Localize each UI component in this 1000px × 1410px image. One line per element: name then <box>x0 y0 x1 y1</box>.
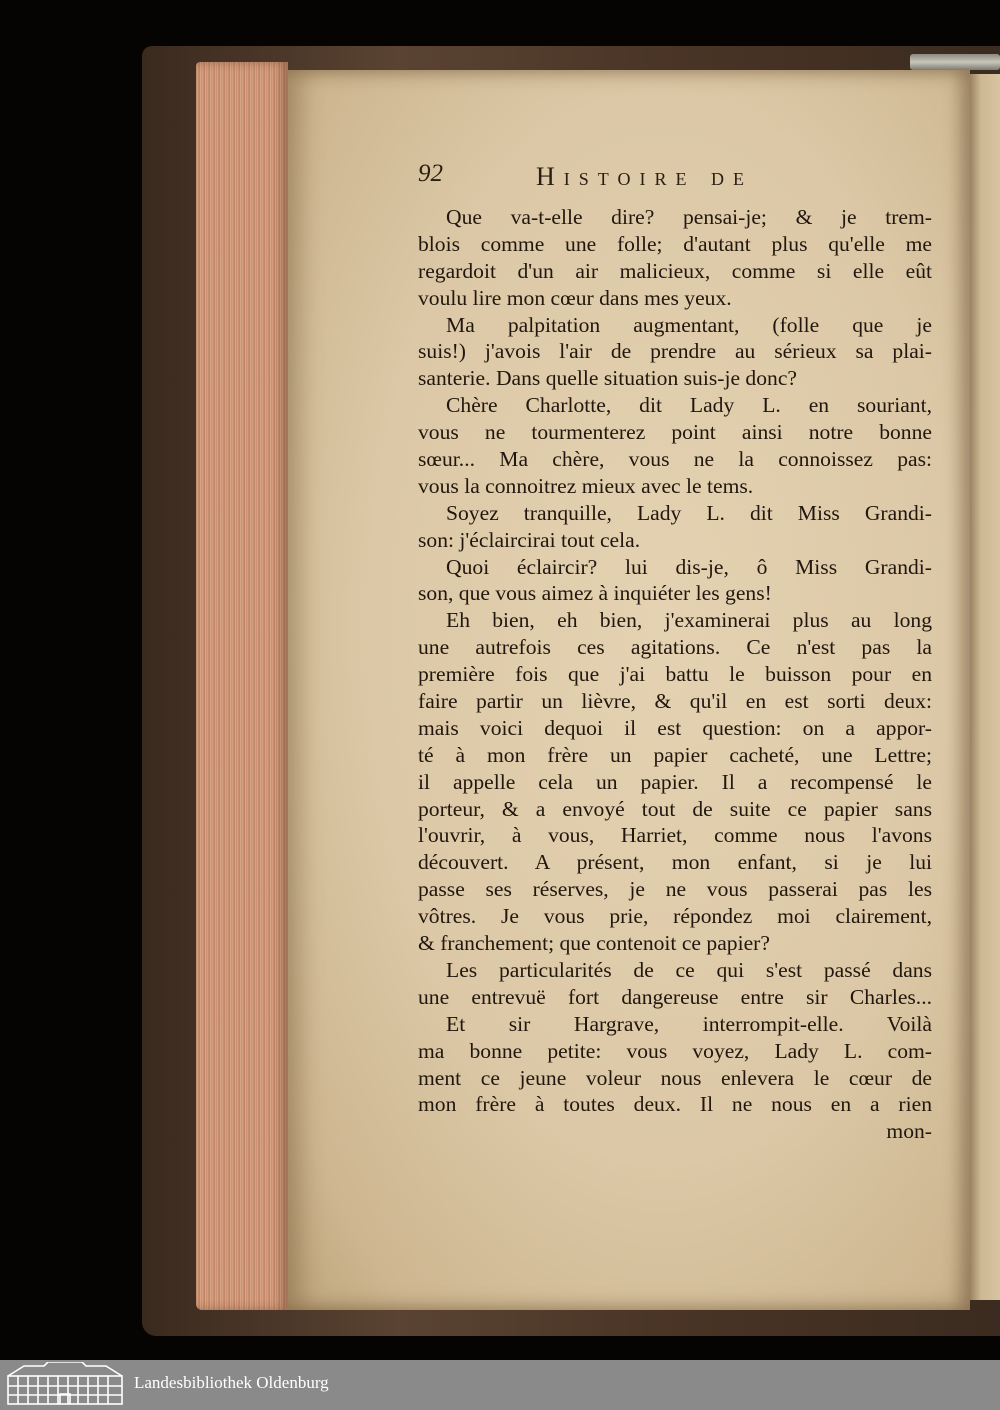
text-line: mon- <box>886 1119 932 1144</box>
text-line: ma bonne petite: vous voyez, Lady L. com- <box>418 1038 932 1063</box>
text-line: blois comme une folle; d'autant plus qu'elle me <box>418 231 932 256</box>
text-line: première fois que j'ai battu le buisson pour en <box>418 662 932 687</box>
text-line: vous la connoitrez mieux avec le tems. <box>418 473 754 498</box>
text-line: mais voici dequoi il est question: on a appor- <box>418 715 932 740</box>
text-line: faire partir un lièvre, & qu'il en est sorti deux: <box>418 689 932 714</box>
page-edges <box>196 62 288 1310</box>
text-line: santerie. Dans quelle situation suis-je donc? <box>418 366 797 391</box>
text-line: Quoi éclaircir? lui dis-je, ô Miss Grandi- <box>446 554 932 579</box>
text-line: té à mon frère un papier cacheté, une Lettre; <box>418 742 932 767</box>
text-line: il appelle cela un papier. Il a recompensé le <box>418 769 932 794</box>
library-building-icon <box>4 1362 126 1408</box>
text-line: une entrevuë fort dangereuse entre sir Charles... <box>418 984 932 1009</box>
text-line: Ma palpitation augmentant, (folle que je <box>446 312 932 337</box>
text-line: ment ce jeune voleur nous enlevera le cœur de <box>418 1065 932 1090</box>
text-line: regardoit d'un air malicieux, comme si elle eût <box>418 258 932 283</box>
footer-label: Landesbibliothek Oldenburg <box>134 1373 329 1392</box>
text-line: l'ouvrir, à vous, Harriet, comme nous l'avons <box>418 823 932 848</box>
page-number: 92 <box>418 160 443 187</box>
text-line: porteur, & a envoyé tout de suite ce papier sans <box>418 796 932 821</box>
text-line: voulu lire mon cœur dans mes yeux. <box>418 285 732 310</box>
text-line: Soyez tranquille, Lady L. dit Miss Grandi- <box>446 500 932 525</box>
text-line: mon frère à toutes deux. Il ne nous en a rien <box>418 1092 932 1117</box>
footer-bar <box>0 1360 1000 1410</box>
facing-page-edge <box>968 74 1000 1300</box>
book-clasp <box>910 54 1000 70</box>
text-line: Les particularités de ce qui s'est passé dans <box>446 957 932 982</box>
text-line: une autrefois ces agitations. Ce n'est pas la <box>418 635 932 660</box>
text-line: vôtres. Je vous prie, répondez moi clairement, <box>418 904 932 929</box>
running-title: Histoire de <box>536 162 753 191</box>
text-line: Chère Charlotte, dit Lady L. en souriant, <box>446 393 932 418</box>
text-line: son, que vous aimez à inquiéter les gens! <box>418 581 772 606</box>
text-line: vous ne tourmenterez point ainsi notre bonne <box>418 420 932 445</box>
text-line: passe ses réserves, je ne vous passerai pas les <box>418 877 932 902</box>
text-line: découvert. A présent, mon enfant, si je lui <box>418 850 932 875</box>
running-head <box>418 160 818 196</box>
text-line: suis!) j'avois l'air de prendre au sérieux sa plai- <box>418 339 932 364</box>
body-text <box>418 204 932 1145</box>
text-line: Et sir Hargrave, interrompit-elle. Voilà <box>446 1011 932 1036</box>
text-line: Que va-t-elle dire? pensai-je; & je trem- <box>446 205 932 229</box>
text-line: son: j'éclaircirai tout cela. <box>418 527 641 552</box>
text-line: & franchement; que contenoit ce papier? <box>418 931 770 956</box>
text-line: sœur... Ma chère, vous ne la connoissez pas: <box>418 447 932 472</box>
text-line: Eh bien, eh bien, j'examinerai plus au long <box>446 608 932 633</box>
